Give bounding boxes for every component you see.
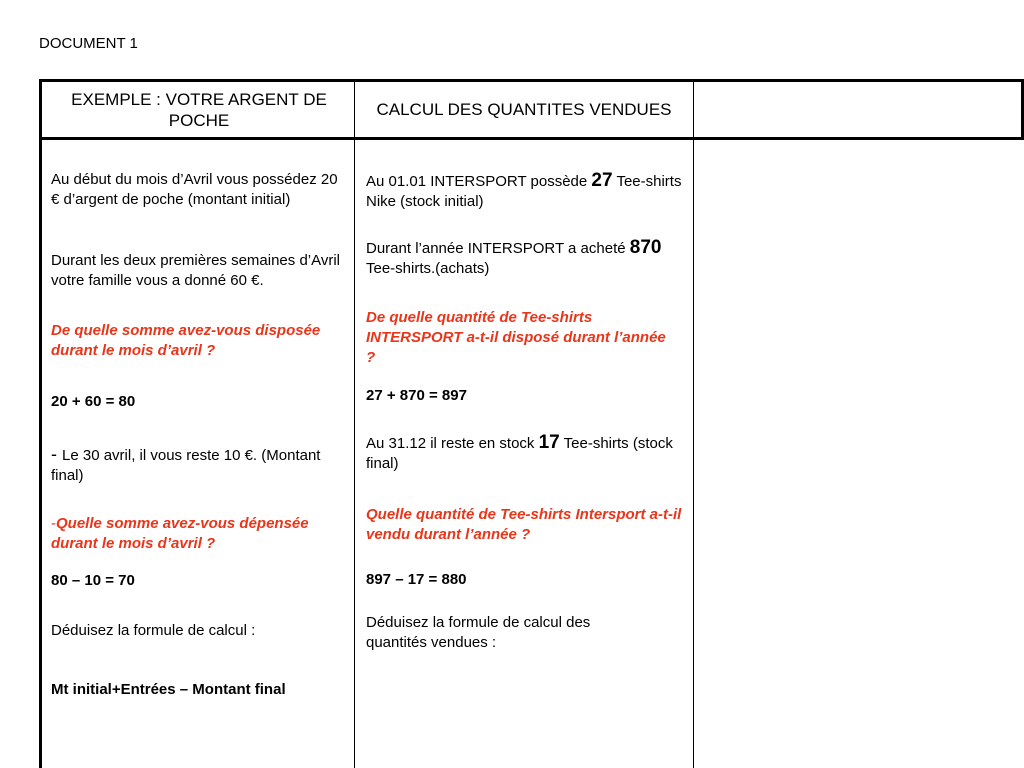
col1-question-spent-dash: - xyxy=(51,515,56,532)
col1-final-amount-text xyxy=(51,444,341,486)
col2-final-stock-text xyxy=(366,433,686,474)
col2-deduce-formula-text: Déduisez la formule de calcul des quantités vendues : xyxy=(366,614,591,651)
col2-final-stock-prefix: Au 31.12 il reste en stock xyxy=(366,435,539,452)
header-text-quantites-vendues: CALCUL DES QUANTITES VENDUES xyxy=(376,100,672,119)
col1-deduce-formula-text: Déduisez la formule de calcul : xyxy=(51,622,256,639)
header-cell-empty xyxy=(699,81,1019,138)
col2-purchases-suffix: Tee-shirts.(achats) xyxy=(366,260,490,277)
col1-initial-amount-text: Au début du mois d’Avril vous possédez 20 € d’argent de poche (montant initial) xyxy=(51,171,338,208)
column-divider-2 xyxy=(693,79,694,768)
col1-formula: Mt initial+Entrées – Montant final xyxy=(51,681,286,698)
col1-answer-spent: 80 – 10 = 70 xyxy=(51,572,135,589)
col2-purchases-text xyxy=(366,238,686,279)
col1-bullet-dash: - xyxy=(51,444,62,464)
col2-final-stock-number: 17 xyxy=(538,432,560,453)
header-cell-argent-de-poche xyxy=(47,81,351,138)
col1-family-gift-text: Durant les deux premières semaines d’Avril votre famille vous a donné 60 €. xyxy=(51,252,341,289)
col1-question-spent xyxy=(51,514,351,554)
header-text-argent-de-poche: EXEMPLE : VOTRE ARGENT DE POCHE xyxy=(71,89,327,130)
col2-purchases-number: 870 xyxy=(629,237,662,258)
col2-initial-stock-text xyxy=(366,171,686,212)
col2-initial-stock-suffix: Tee-shirts Nike (stock initial) xyxy=(366,173,682,210)
col1-answer-total: 20 + 60 = 80 xyxy=(51,393,136,410)
column-divider-1 xyxy=(354,79,355,768)
col2-final-stock-suffix: Tee-shirts (stock final) xyxy=(366,435,673,472)
col2-answer-sold: 897 – 17 = 880 xyxy=(366,571,467,588)
col2-purchases-prefix: Durant l’année INTERSPORT a acheté xyxy=(366,240,630,257)
col1-question-total: De quelle somme avez-vous disposée durant le mois d’avril ? xyxy=(51,322,321,359)
table-left-border xyxy=(39,79,42,768)
col1-question-spent-label: Quelle somme avez-vous dépensée durant le mois d’avril ? xyxy=(51,515,309,552)
col1-final-amount-label: Le 30 avril, il vous reste 10 €. (Montant final) xyxy=(51,447,321,484)
col2-question-available: De quelle quantité de Tee-shirts INTERSPORT a-t-il disposé durant l’année ? xyxy=(366,309,666,366)
comparison-table xyxy=(39,79,1024,768)
document-label: DOCUMENT 1 xyxy=(39,35,138,52)
col2-initial-stock-number: 27 xyxy=(591,170,613,191)
col2-answer-available: 27 + 870 = 897 xyxy=(366,387,467,404)
header-cell-quantites-vendues xyxy=(361,81,687,138)
col2-question-sold: Quelle quantité de Tee-shirts Intersport a-t-il vendu durant l’année ? xyxy=(366,506,682,543)
col2-initial-stock-prefix: Au 01.01 INTERSPORT possède xyxy=(366,173,592,190)
